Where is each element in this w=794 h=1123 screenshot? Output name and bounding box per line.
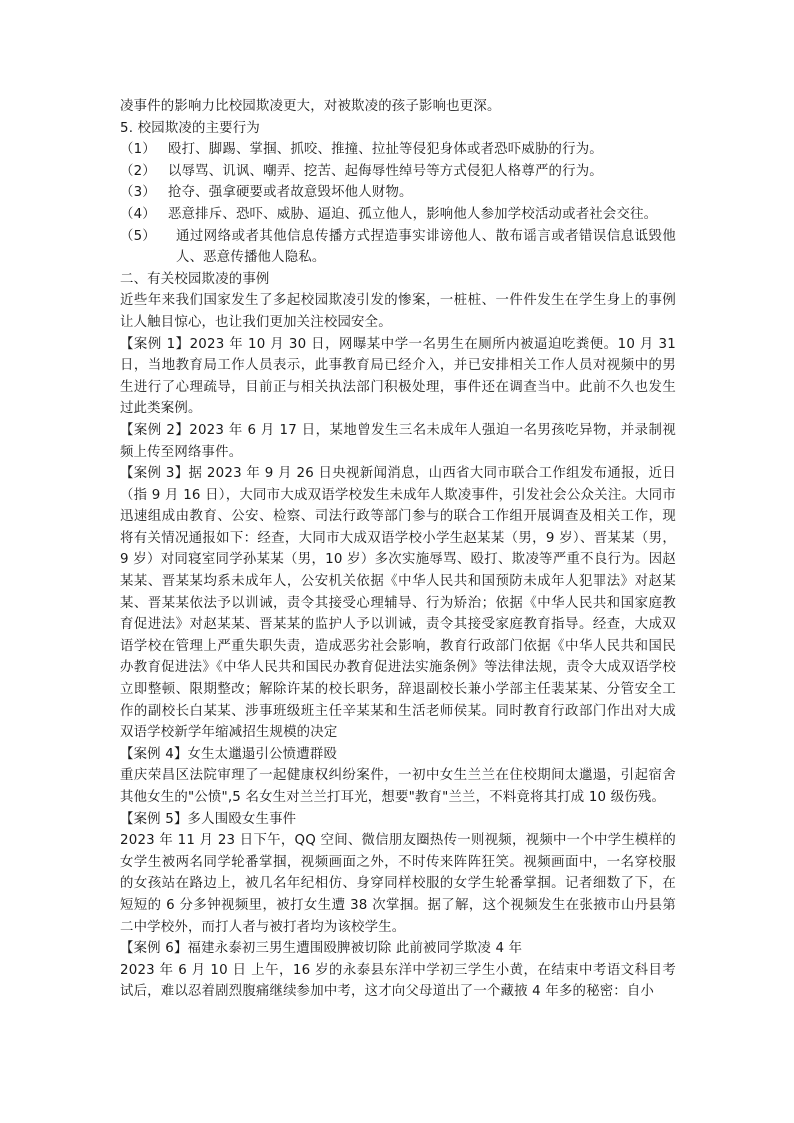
list-item-number: （5） <box>120 228 156 244</box>
case-label: 【案例 1】 <box>120 336 190 352</box>
case-2 <box>120 420 676 463</box>
case-4-text: 重庆荣昌区法院审理了一起健康权纠纷案件，一初中女生兰兰在住校期间太邋遢，引起宿舍其他女生的"公愤",5 名女生对兰兰打耳光，想要"教育"兰兰，不料竟将其打成 10 级伤残。 <box>120 768 676 805</box>
list-item-number: （3） <box>120 185 156 201</box>
case-text: 2023 年 6 月 17 日，某地曾发生三名未成年人强迫一名男孩吃异物，并录制视频上传至网络事件。 <box>120 422 676 460</box>
case-text: 2023 年 10 月 30 日，网曝某中学一名男生在厕所内被逼迫吃粪便。10 月 31 日，当地教育局工作人员表示，此事教育局已经介入，并已安排相关工作人员对视频中的男生进行了心理疏导，目前正与相关执法部门积极处理，事件还在调查当中。此前不久也发生过此类案例。 <box>120 336 677 417</box>
case-6-heading <box>120 938 676 960</box>
case-6-text: 2023 年 6 月 10 日 上午，16 岁的永泰县东洋中学初三学生小黄，在结束中考语文科目考试后，难以忍着剧烈腹痛继续参加中考，这才向父母道出了一个藏掖 4 年多的秘密：自小 <box>120 962 676 1000</box>
case-5-text: 2023 年 11 月 23 日下午，QQ 空间、微信朋友圈热传一则视频，视频中一个中学生模样的女学生被两名同学轮番掌掴，视频画面之外，不时传来阵阵狂笑。视频画面中，一名穿校服的女孩站在路边上，被几名年纪相仿、身穿同样校服的女学生轮番掌掴。记者细数了下，在短短的 6 分多钟视频里，被打女生遭 38 次掌掴。据了解，这个视频发生在张掖市山丹县第二中学校外，而打人者与被打者均为该校学生。 <box>120 833 676 935</box>
case-label: 【案例 3】 <box>120 466 189 482</box>
list-item-number: （2） <box>120 163 156 179</box>
list-item <box>120 182 676 204</box>
list-item <box>120 139 676 161</box>
case-title: 多人围殴女生事件 <box>187 811 297 827</box>
document-page <box>120 96 676 1003</box>
case-4-heading <box>120 744 676 766</box>
case-5-heading <box>120 809 676 831</box>
case-label: 【案例 5】 <box>120 811 188 827</box>
list-item <box>120 161 676 183</box>
intro-tail-paragraph: 凌事件的影响力比校园欺凌更大，对被欺凌的孩子影响也更深。 <box>120 99 501 114</box>
section-2-intro: 近些年来我们国家发生了多起校园欺凌引发的惨案，一桩桩、一件件发生在学生身上的事例让人触目惊心，也让我们更加关注校园安全。 <box>120 293 676 330</box>
list-item-number: （4） <box>120 206 156 222</box>
case-title: 女生太邋遢引公愤遭群殴 <box>187 746 338 762</box>
case-label: 【案例 4】 <box>120 746 188 762</box>
list-item-text: 抢夺、强拿硬要或者故意毁坏他人财物。 <box>168 185 413 201</box>
list-item-number: （1） <box>120 142 156 158</box>
list-item-text: 恶意排斥、恐吓、威胁、逼迫、孤立他人，影响他人参加学校活动或者社会交往。 <box>168 206 658 222</box>
section-5-title: 5. 校园欺凌的主要行为 <box>120 120 260 136</box>
list-item-text: 以辱骂、讥讽、嘲弄、挖苦、起侮辱性绰号等方式侵犯人格尊严的行为。 <box>168 163 603 179</box>
list-item <box>120 204 676 226</box>
case-title: 福建永泰初三男生遭围殴脾被切除 此前被同学欺凌 4 年 <box>187 941 523 957</box>
list-item-text: 殴打、脚踢、掌掴、抓咬、推撞、拉扯等侵犯身体或者恐吓威胁的行为。 <box>168 142 603 158</box>
list-item-text: 通过网络或者其他信息传播方式捏造事实诽谤他人、散布谣言或者错误信息诋毁他人、恶意传播他人隐私。 <box>176 228 676 266</box>
case-text: 据 2023 年 9 月 26 日央视新闻消息，山西省大同市联合工作组发布通报，近日（指 9 月 16 日），大同市大成双语学校发生未成年人欺凌事件，引发社会公众关注。大同市迅速组成由教育、公安、检察、司法行政等部门参与的联合工作组开展调查及相关工作，现将有关情况通报如下：经查，大同市大成双语学校小学生赵某某（男，9 岁）、晋某某（男，9 岁）对同寝室同学孙某某（男，10 岁）多次实施辱骂、殴打、欺凌等严重不良行为。因赵某某、晋某某均系未成年人，公安机关依据《中华人民共和国预防未成年人犯罪法》对赵某某、晋某某依法予以训诫，责令其接受心理辅导、行为矫治；依据《中华人民共和国家庭教育促进法》对赵某某、晋某某的监护人予以训诫，责令其接受家庭教育指导。经查，大成双语学校在管理上严重失职失责，造成恶劣社会影响，教育行政部门依据《中华人民共和国民办教育促进法》《中华人民共和国民办教育促进法实施条例》等法律法规，责令大成双语学校立即整顿、限期整改；解除许某的校长职务，辞退副校长兼小学部主任裴某某、分管安全工作的副校长白某某、涉事班级班主任辛某某和生活老师侯某。同时教育行政部门作出对大成双语学校新学年缩减招生规模的决定 <box>120 466 676 741</box>
case-label: 【案例 2】 <box>120 422 190 438</box>
list-item <box>120 226 676 269</box>
case-3 <box>120 463 676 744</box>
case-label: 【案例 6】 <box>120 941 188 957</box>
case-1 <box>120 334 676 420</box>
section-2-title: 二、有关校园欺凌的事例 <box>120 271 270 287</box>
